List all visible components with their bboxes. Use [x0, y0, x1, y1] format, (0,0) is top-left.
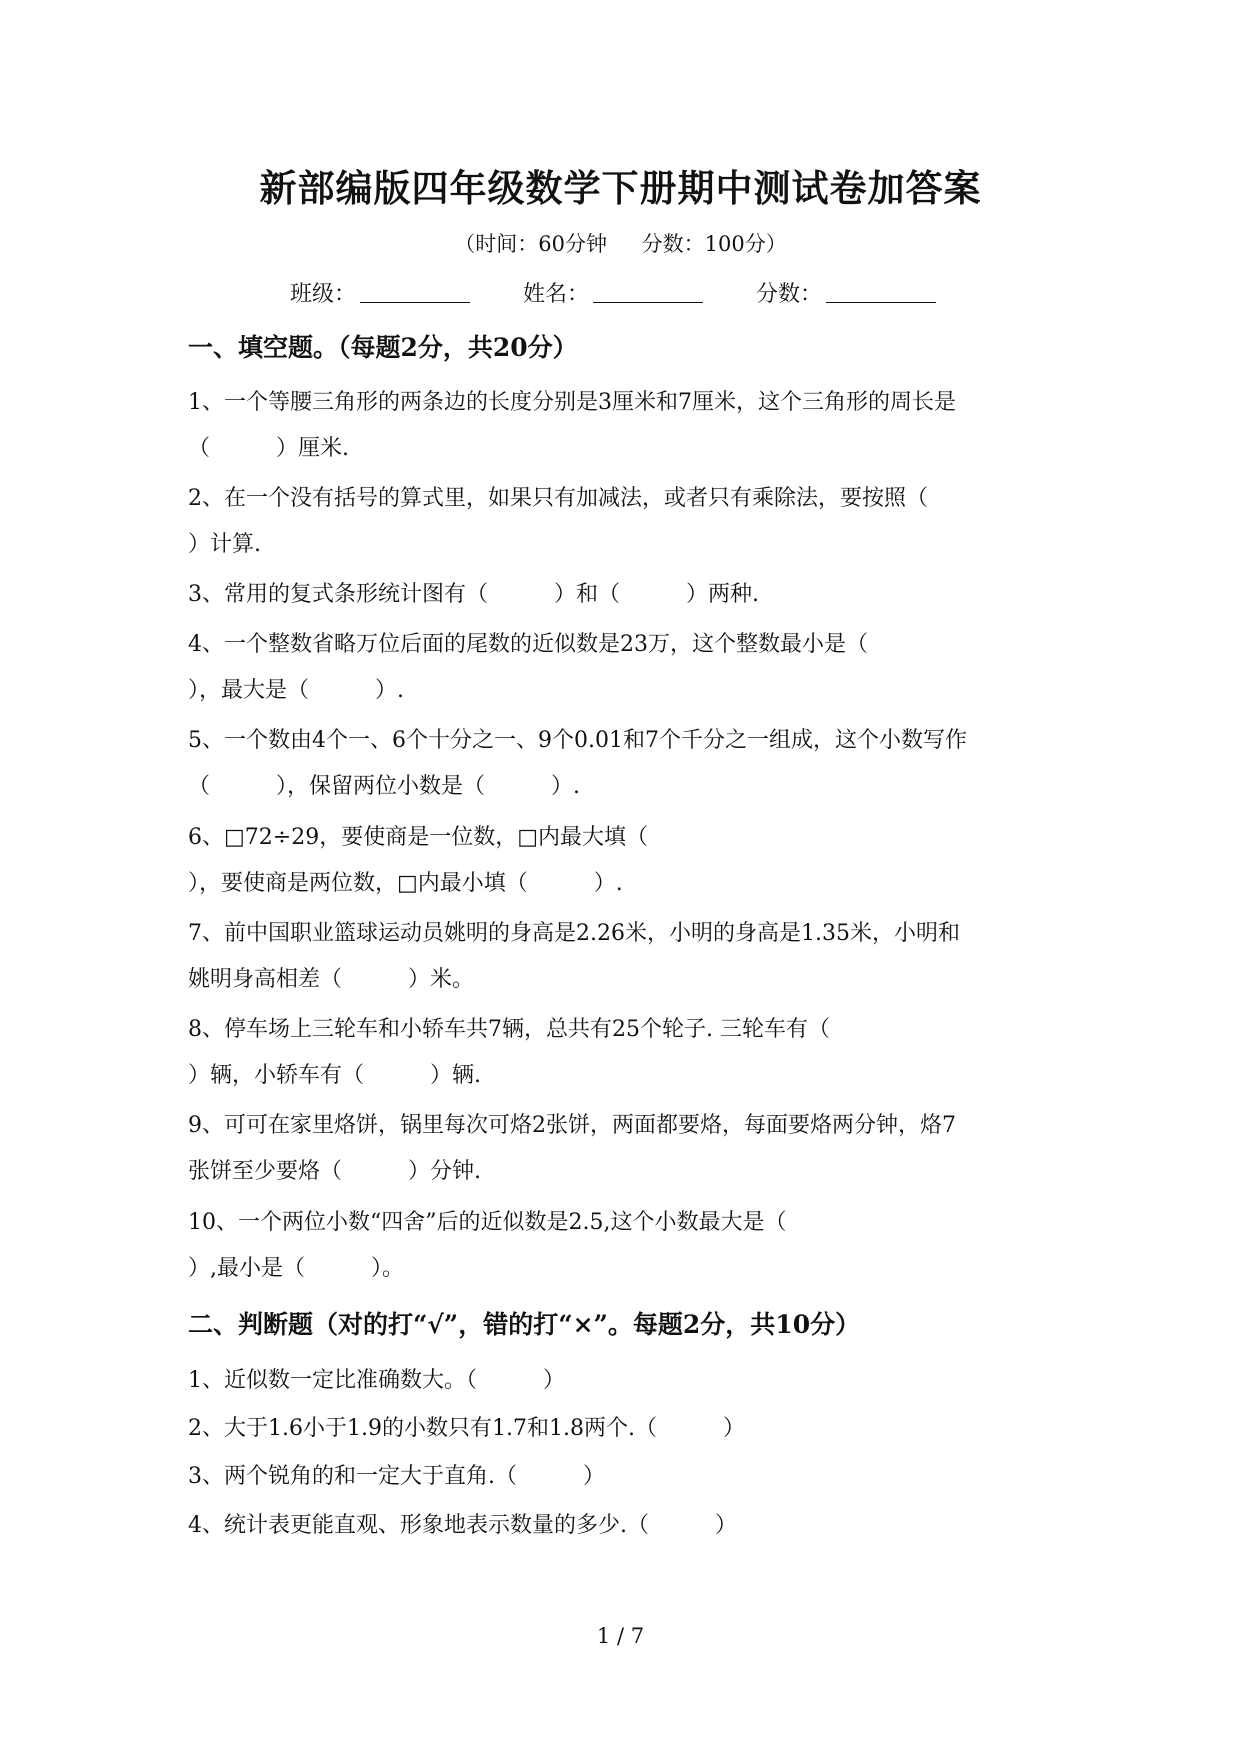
question-line: （ ），保留两位小数是（ ）. — [188, 774, 580, 799]
time-limit: （时间：60分钟 — [454, 232, 607, 256]
name-field — [523, 277, 703, 308]
question-line: ），最大是（ ）. — [188, 678, 404, 703]
class-label: 班级： — [290, 282, 357, 307]
question-line: 7、前中国职业篮球运动员姚明的身高是2.26米，小明的身高是1.35米，小明和 — [188, 921, 960, 946]
question-line: 5、一个数由4个一、6个十分之一、9个0.01和7个千分之一组成，这个小数写作 — [188, 728, 967, 753]
question-line: 8、停车场上三轮车和小轿车共7辆，总共有25个轮子. 三轮车有（ — [188, 1017, 830, 1042]
student-info-row — [290, 277, 982, 308]
question-line: 4、一个整数省略万位后面的尾数的近似数是23万，这个整数最小是（ — [188, 632, 868, 657]
score-field — [756, 277, 936, 308]
name-label: 姓名： — [523, 282, 590, 307]
question-line: ）,最小是（ ）。 — [188, 1256, 404, 1281]
question-line: ），要使商是两位数，□内最小填（ ）. — [188, 871, 623, 896]
question-line: 3、常用的复式条形统计图有（ ）和（ ）两种. — [188, 582, 759, 607]
class-blank — [360, 280, 470, 303]
question-line: 10、一个两位小数“四舍”后的近似数是2.5,这个小数最大是（ — [188, 1210, 787, 1235]
section-heading-fill-blank: 一、填空题。（每题2分，共20分） — [188, 333, 578, 362]
question-line: ）辆，小轿车有（ ）辆. — [188, 1063, 481, 1088]
question-line: 6、□72÷29，要使商是一位数，□内最大填（ — [188, 825, 648, 850]
name-blank — [593, 280, 703, 303]
question-line: ）计算. — [188, 532, 261, 557]
question-line: 2、在一个没有括号的算式里，如果只有加减法，或者只有乘除法，要按照（ — [188, 486, 928, 511]
total-score: 分数：100分） — [641, 232, 787, 256]
question-line: 姚明身高相差（ ）米。 — [188, 967, 475, 992]
section-heading-true-false: 二、判断题（对的打“√”，错的打“×”。每题2分，共10分） — [188, 1310, 861, 1339]
question-line: 3、两个锐角的和一定大于直角.（ ） — [188, 1464, 605, 1489]
question-line: 9、可可在家里烙饼，锅里每次可烙2张饼，两面都要烙，每面要烙两分钟，烙7 — [188, 1113, 956, 1138]
question-line: （ ）厘米. — [188, 436, 349, 461]
score-blank — [826, 280, 936, 303]
score-label: 分数： — [756, 282, 823, 307]
exam-subtitle — [0, 228, 1241, 258]
page-title: 新部编版四年级数学下册期中测试卷加答案 — [259, 166, 982, 210]
question-line: 1、近似数一定比准确数大。（ ） — [188, 1368, 565, 1393]
question-line: 4、统计表更能直观、形象地表示数量的多少.（ ） — [188, 1513, 737, 1538]
question-line: 1、一个等腰三角形的两条边的长度分别是3厘米和7厘米，这个三角形的周长是 — [188, 390, 956, 415]
class-field — [290, 277, 470, 308]
page-number: 1 / 7 — [596, 1624, 645, 1648]
question-line: 2、大于1.6小于1.9的小数只有1.7和1.8两个.（ ） — [188, 1416, 745, 1441]
question-line: 张饼至少要烙（ ）分钟. — [188, 1159, 481, 1184]
